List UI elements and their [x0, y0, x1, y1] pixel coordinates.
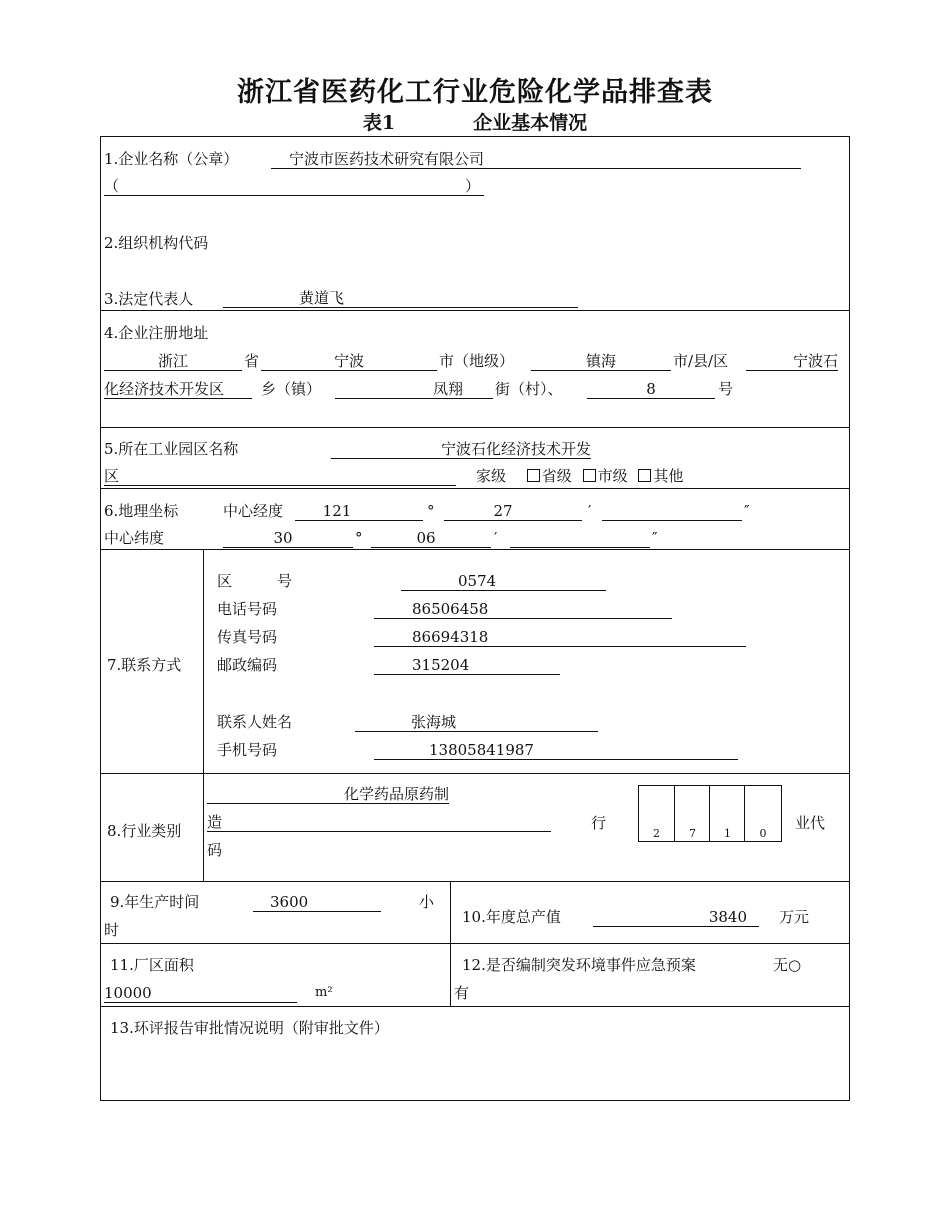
street-unit: 街（村）、 [495, 380, 563, 398]
page-title: 浙江省医药化工行业危险化学品排查表 [237, 77, 713, 108]
city-field[interactable]: 宁波 [261, 352, 437, 371]
industry-code-digit[interactable]: 2 [653, 827, 660, 840]
longitude-seconds-field[interactable] [602, 502, 742, 521]
industry-code-digit[interactable]: 7 [674, 786, 710, 841]
contact-divider [203, 550, 204, 774]
section-eia [101, 1006, 849, 1101]
degree-mark: ° [427, 502, 435, 520]
org-code-label: 2.组织机构代码 [104, 234, 209, 252]
area-plan-divider [450, 944, 451, 1007]
park-level [476, 467, 683, 485]
table-subtitle [0, 108, 950, 135]
survey-form [100, 136, 850, 1101]
park-label: 5.所在工业园区名称 [104, 440, 239, 458]
area-code-label: 区 号 [217, 572, 293, 590]
annual-output-label: 10.年度总产值 [462, 908, 561, 926]
plant-area-unit: m² [315, 985, 333, 1000]
industry-code-label-b: 业代 [795, 814, 826, 832]
latitude-seconds-field[interactable] [510, 529, 650, 548]
zip-label: 邮政编码 [217, 656, 278, 674]
company-name-label: 1.企业名称（公章） [104, 150, 239, 168]
level-national: 家级 [476, 467, 507, 485]
annual-output-unit: 万元 [779, 908, 810, 926]
province-unit: 省 [244, 352, 260, 370]
section-industry [101, 773, 849, 882]
annual-output-field[interactable]: 3840 [593, 908, 759, 927]
contact-name-field[interactable]: 张海城 [355, 713, 598, 732]
district-field-cont[interactable]: 化经济技术开发区 [104, 380, 252, 399]
section-registered-address [101, 310, 849, 428]
industry-code-label: 行 [591, 814, 607, 832]
house-number-unit: 号 [718, 380, 734, 398]
province-field[interactable]: 浙江 [104, 352, 242, 371]
table-name: 企业基本情况 [473, 112, 588, 134]
fax-field[interactable]: 86694318 [374, 628, 746, 647]
contact-label: 7.联系方式 [107, 656, 182, 674]
district-field[interactable]: 宁波石 [746, 352, 838, 371]
industry-field[interactable]: 化学药品原药制 [207, 785, 449, 804]
second-mark: ″ [744, 502, 750, 520]
city-level-checkbox[interactable] [583, 469, 596, 482]
industry-code-digit[interactable]: 1 [709, 786, 745, 841]
province-level-checkbox[interactable] [527, 469, 540, 482]
address-label: 4.企业注册地址 [104, 324, 209, 342]
phone-field[interactable]: 86506458 [374, 600, 672, 619]
mobile-field[interactable]: 13805841987 [374, 741, 738, 760]
emergency-plan-none[interactable]: 无○ [773, 956, 802, 974]
fax-label: 传真号码 [217, 628, 278, 646]
industry-label: 8.行业类别 [107, 822, 182, 840]
level-province: 省级 [541, 467, 572, 485]
longitude-label: 中心经度 [223, 502, 284, 520]
park-name-field[interactable]: 宁波石化经济技术开发 [331, 440, 591, 459]
city-unit: 市（地级） [439, 352, 515, 370]
emergency-plan-label: 12.是否编制突发环境事件应急预案 [462, 956, 696, 974]
level-other: 其他 [653, 467, 684, 485]
section-coordinates [101, 488, 849, 550]
level-city: 市级 [597, 467, 628, 485]
area-code-field[interactable]: 0574 [401, 572, 606, 591]
industry-divider [203, 774, 204, 882]
plant-area-field[interactable]: 10000 [104, 984, 297, 1003]
emergency-plan-yes[interactable]: 有 [454, 984, 470, 1002]
production-divider [450, 882, 451, 944]
degree-mark-lat: ° [355, 529, 363, 547]
latitude-degrees-field[interactable]: 30 [223, 529, 353, 548]
county-field[interactable]: 镇海 [531, 352, 671, 371]
seal-field[interactable]: （ ） [104, 177, 484, 196]
other-level-checkbox[interactable] [638, 469, 651, 482]
section-industrial-park [101, 427, 849, 489]
house-number-field[interactable]: 8 [587, 380, 715, 399]
park-name-field-cont[interactable]: 区 [104, 467, 456, 486]
street-field[interactable]: 凤翔 [335, 380, 493, 399]
minute-mark: ′ [588, 502, 592, 520]
production-time-label: 9.年生产时间 [110, 893, 200, 911]
plant-area-label: 11.厂区面积 [110, 956, 194, 974]
legal-rep-label: 3.法定代表人 [104, 290, 194, 308]
table-number: 表1 [362, 112, 396, 134]
industry-field-cont[interactable]: 造 [207, 813, 551, 832]
production-time-unit: 小 [419, 893, 435, 911]
industry-code-digit[interactable]: 0 [744, 786, 781, 841]
contact-name-label: 联系人姓名 [217, 713, 293, 731]
industry-code-boxes[interactable] [638, 785, 782, 842]
minute-mark-lat: ′ [494, 529, 498, 547]
production-time-unit-b: 时 [104, 921, 120, 939]
eia-label: 13.环评报告审批情况说明（附审批文件） [110, 1019, 389, 1037]
latitude-label: 中心纬度 [104, 529, 165, 547]
section-contact [101, 549, 849, 774]
company-name-field[interactable]: 宁波市医药技术研究有限公司 [271, 150, 801, 169]
section-company-info [101, 137, 849, 310]
township-unit: 乡（镇） [261, 380, 322, 398]
coordinates-label: 6.地理坐标 [104, 502, 179, 520]
zip-field[interactable]: 315204 [374, 656, 560, 675]
industry-field-tail: 码 [207, 841, 223, 859]
production-time-field[interactable]: 3600 [253, 893, 381, 912]
longitude-minutes-field[interactable]: 27 [444, 502, 582, 521]
section-area-plan [101, 943, 849, 1007]
longitude-degrees-field[interactable]: 121 [295, 502, 423, 521]
latitude-minutes-field[interactable]: 06 [371, 529, 491, 548]
county-unit: 市/县/区 [673, 352, 729, 370]
section-production [101, 881, 849, 944]
second-mark-lat: ″ [652, 529, 658, 547]
legal-rep-field[interactable]: 黄道飞 [223, 289, 578, 308]
phone-label: 电话号码 [217, 600, 278, 618]
mobile-label: 手机号码 [217, 741, 278, 759]
